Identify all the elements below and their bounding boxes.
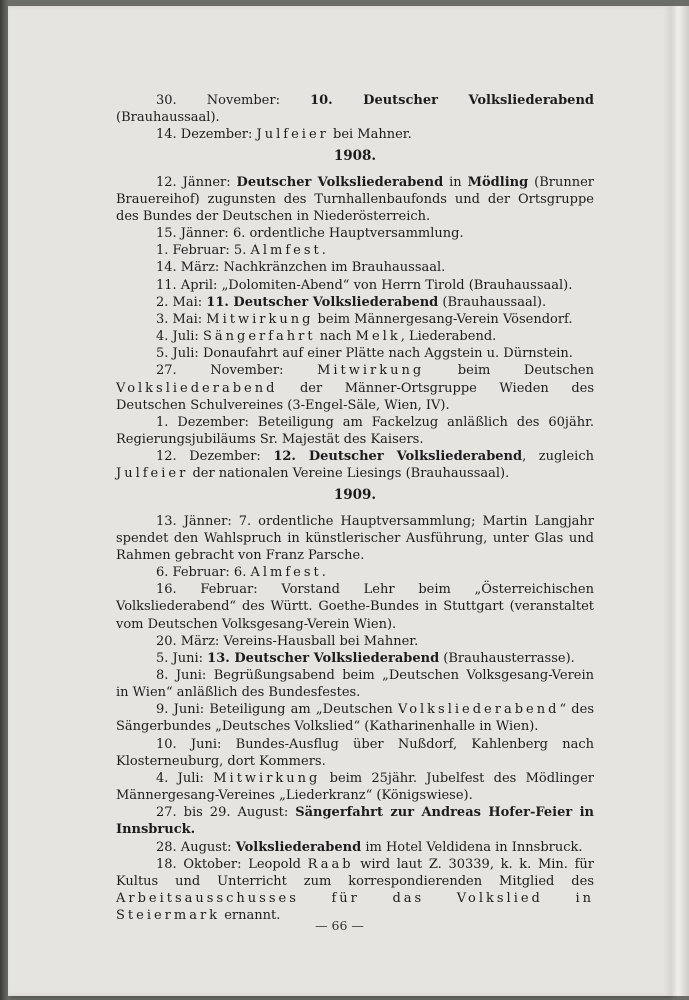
chronicle-entry — [116, 856, 594, 925]
entry-date: 6. Februar: — [156, 565, 230, 581]
entry-date: 16. Februar: — [156, 582, 258, 598]
chronicle-entry — [116, 242, 594, 259]
entry-text — [204, 771, 213, 786]
spaced-text: Mitwirkung — [317, 363, 425, 379]
entry-text: (Brunner Brauereihof) zugunsten des Turnhallenbaufonds und der Ortsgruppe des Bundes der Deutschen in Niederösterreich. — [116, 174, 594, 224]
chronicle-entry — [116, 345, 594, 362]
chronicle-entry — [116, 513, 594, 564]
entry-text: (Brauhaussaal). — [438, 294, 547, 310]
entry-text: beim 25jähr. Jubelfest des Mödlinger Männergesang-Vereines „Liederkranz“ (Königswiese). — [116, 770, 594, 804]
chronicle-entry — [116, 701, 594, 735]
entry-date: 11. April: — [156, 277, 218, 293]
chronicle-entry — [116, 362, 594, 413]
entry-text — [283, 363, 317, 378]
bold-text: 13. Deutscher Volksliederabend — [207, 650, 440, 666]
entry-text: 5. — [229, 243, 251, 259]
entry-text: 7. ordentliche Hauptversammlung; Martin Langjahr spendet den Wahlspruch in künstlerischer Ausführung, unter Glas und Rahmen gebracht von Franz Parsche. — [116, 513, 594, 563]
entry-date: 3. Mai: — [156, 311, 203, 327]
entry-date: 12. Dezember: — [156, 449, 261, 465]
entry-text: bei Mahner. — [328, 127, 412, 143]
chronicle-entry — [116, 328, 594, 345]
entry-text: der Männer-Ortsgruppe Wieden des Deutschen Schulvereines (3-Engel-Säle, Wien, IV). — [116, 380, 594, 413]
spaced-text: Raab — [307, 856, 354, 872]
chronicle-entry — [116, 174, 594, 225]
chronicle-entry — [116, 770, 594, 804]
entry-date: 1. Dezember: — [156, 414, 249, 430]
entry-date: 12. Jänner: — [156, 174, 231, 190]
chronicle-entry — [116, 564, 594, 581]
entry-date: 4. Juli: — [156, 770, 204, 786]
entry-date: 9. Juni: — [156, 702, 205, 718]
page-text — [116, 92, 594, 924]
entry-text: beim Deutschen — [424, 363, 595, 379]
year-heading-1908: 1908. — [333, 148, 377, 165]
entry-date: 28. August: — [156, 839, 232, 855]
entry-date: 20. März: — [156, 633, 220, 649]
chronicle-entry — [116, 126, 594, 143]
entry-text: Begrüßungsabend beim „Deutschen Volksgesang-Verein in Wien“ anläßlich des Bundesfestes. — [116, 668, 595, 701]
entry-text: Vorstand Lehr beim „Österreichischen Volksliederabend“ des Württ. Goethe-Bundes in Stuttgart (veranstaltet vom Deutschen Volksgesang-Verein Wien). — [116, 582, 595, 632]
bold-text: Deutscher Volksliederabend — [236, 174, 444, 190]
entry-date: 18. Oktober: — [156, 856, 242, 872]
chronicle-entry — [116, 667, 594, 701]
spaced-text: Volksliederabend — [116, 380, 278, 396]
chronicle-entry — [116, 650, 594, 667]
year-heading-1909: 1909. — [333, 487, 377, 504]
entry-text: (Brauhausterrasse). — [439, 650, 575, 666]
entry-text: ernannt. — [220, 908, 281, 924]
bold-text: Sängerfahrt zur Andreas Hofer-Feier in Innsbruck. — [116, 805, 594, 838]
entry-date: 1. Februar: — [156, 243, 230, 259]
entry-date: 5. Juli: — [156, 346, 199, 362]
bold-text: 11. Deutscher Volksliederabend — [206, 294, 439, 310]
entry-text: Bundes-Ausflug über Nußdorf, Kahlenberg nach Klosterneuburg, dort Kommers. — [116, 736, 594, 769]
spaced-text: Julfeier — [116, 466, 189, 482]
entry-text: Donaufahrt auf einer Plätte nach Aggstein u. Dürnstein. — [198, 346, 573, 362]
entry-text: . — [321, 565, 326, 581]
page-edge — [671, 6, 689, 996]
spaced-text: Almfest — [250, 565, 322, 581]
entry-text — [280, 93, 310, 108]
spaced-text: Volksliederabend — [398, 702, 560, 718]
spaced-text: Almfest — [250, 243, 322, 259]
spaced-text: Mitwirkung — [206, 311, 314, 327]
entry-date: 14. Dezember: — [156, 127, 253, 143]
chronicle-entry — [116, 804, 594, 838]
chronicle-entry — [116, 839, 594, 856]
entry-text — [261, 449, 274, 464]
bold-text: Volksliederabend — [235, 839, 362, 855]
entry-text: wird laut Z. 30339, k. k. Min. für Kultus und Unterricht zum korrespondierenden Mitglied des — [116, 856, 594, 889]
entry-text: der nationalen Vereine Liesings (Brauhaussaal). — [188, 466, 510, 482]
spaced-text: Mitwirkung — [213, 770, 321, 786]
entry-date: 14. März: — [156, 260, 220, 276]
spaced-text: Arbeitsausschusses für das Volkslied in Steiermark — [116, 891, 594, 924]
chronicle-entry — [116, 277, 594, 294]
entry-text: . — [321, 243, 326, 259]
chronicle-entry — [116, 581, 594, 632]
entry-date: 5. Juni: — [156, 650, 204, 666]
entry-date: 27. bis 29. August: — [156, 805, 289, 821]
book-page — [8, 6, 671, 996]
bold-text: Mödling — [467, 174, 529, 190]
entry-date: 2. Mai: — [156, 294, 203, 310]
chronicle-entry — [116, 311, 594, 328]
entry-text: “ des Sängerbundes „Deutsches Volkslied“ (Katharinenhalle in Wien). — [116, 702, 594, 735]
entry-text: in — [443, 174, 468, 190]
entry-text: Beteiligung am Fackelzug anläßlich des 60jähr. Regierungsjubiläums Sr. Majestät des Kaisers. — [116, 414, 594, 447]
bold-text: 10. Deutscher Volksliederabend — [310, 93, 594, 108]
spaced-text: Melk — [355, 329, 401, 345]
chronicle-entry — [116, 448, 594, 482]
entry-date: 10. Juni: — [156, 736, 222, 752]
page-number: — 66 — — [315, 918, 364, 933]
entry-date: 8. Juni: — [156, 668, 207, 683]
entry-text: Vereins-Hausball bei Mahner. — [219, 633, 419, 649]
entries-1908 — [116, 174, 594, 483]
chronicle-entry — [116, 736, 594, 770]
entry-date: 15. Jänner: — [156, 226, 229, 242]
entry-text: , zugleich — [522, 449, 594, 465]
entry-text: 6. ordentliche Hauptversammlung. — [228, 226, 464, 242]
entries-1909 — [116, 513, 594, 925]
entry-date: 27. November: — [156, 363, 284, 379]
entry-text: Beteiligung am „Deutschen — [204, 702, 398, 718]
entry-text: nach — [315, 329, 356, 345]
chronicle-entry — [116, 225, 594, 242]
entry-text: „Dolomiten-Abend“ von Herrn Tirold (Brauhaussaal). — [217, 277, 573, 293]
bold-text: 12. Deutscher Volksliederabend — [273, 449, 523, 465]
entry-text: (Brauhaussaal). — [116, 110, 220, 126]
chronicle-entry — [116, 633, 594, 650]
entry-text: , Liederabend. — [400, 329, 497, 345]
entries-1907 — [116, 92, 594, 143]
entry-date: 30. November: — [156, 93, 280, 108]
entry-text: 6. — [229, 565, 251, 581]
chronicle-entry — [116, 259, 594, 276]
chronicle-entry — [116, 294, 594, 311]
entry-text: im Hotel Veldidena in Innsbruck. — [361, 839, 583, 855]
spaced-text: Julfeier — [256, 127, 329, 143]
entry-text: Nachkränzchen im Brauhaussaal. — [219, 260, 446, 276]
entry-date: 13. Jänner: — [156, 513, 232, 529]
entry-text: Leopold — [241, 856, 308, 872]
entry-date: 4. Juli: — [156, 329, 199, 345]
chronicle-entry — [116, 414, 594, 448]
spaced-text: Sängerfahrt — [202, 329, 316, 345]
entry-text: beim Männergesang-Verein Vösendorf. — [313, 311, 573, 327]
chronicle-entry — [116, 92, 594, 126]
